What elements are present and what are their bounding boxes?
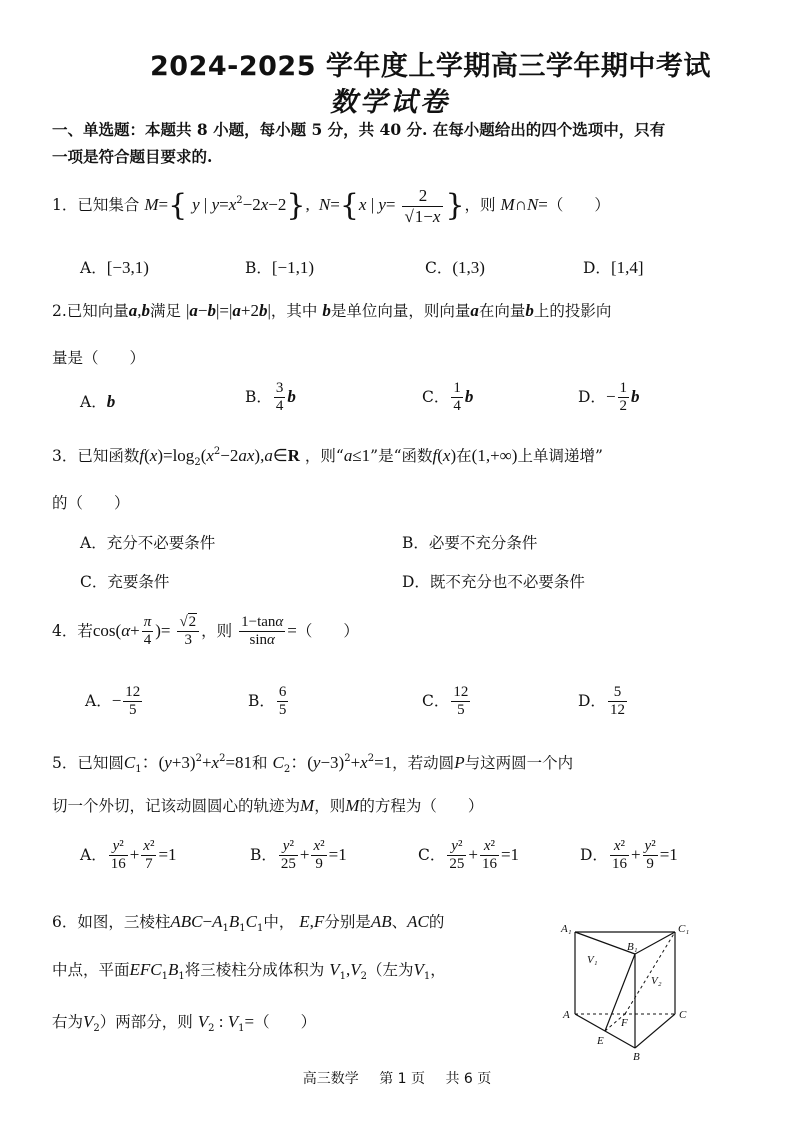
exam-title: 2024-2025 学年度上学期高三学年期中考试	[150, 51, 711, 82]
question-1-option-d: D．[1,4]	[583, 258, 644, 277]
question-2-option-b: B． $\frac{3}{4}$ b	[245, 380, 296, 415]
label-c: C	[679, 1009, 687, 1021]
question-5-stem-line1: 5．已知圆$C_1$：$(y+3)^2+x^2=81$和 $C_2$：$(y-3)^2+x^2=1$，若动圆P与这两圆一个内	[52, 753, 574, 775]
label-a: A	[563, 1009, 570, 1021]
edge-a1b1	[575, 932, 635, 954]
footer-subject: 高三数学	[302, 1071, 359, 1087]
section-instructions-line2: 一项是符合题目要求的.	[52, 147, 213, 166]
question-3-option-c: C．充要条件	[80, 573, 170, 591]
section-instructions-line1: 一、单选题：本题共 8 小题，每小题 5 分，共 40 分. 在每小题给出的四个选项中，只有	[52, 120, 666, 139]
question-4-option-c: C． $\frac{12}{5}$	[422, 684, 469, 719]
question-5-option-d: D． $\frac{\text{x²}}{16}$ + $\frac{\text{y²}}{9}$ =1	[580, 838, 678, 873]
question-1-option-c: C．(1,3)	[425, 258, 485, 277]
footer-page: 第 1 页	[379, 1071, 425, 1087]
edge-bc	[635, 1014, 675, 1048]
question-2-stem-line2: 量是（ ）	[52, 349, 146, 367]
question-3-option-d: D．既不充分也不必要条件	[402, 573, 585, 591]
question-3-option-b: B．必要不充分条件	[402, 534, 538, 552]
question-3-option-a: A．充分不必要条件	[80, 534, 216, 552]
question-2-option-c: C． $\frac{1}{4}$ b	[422, 380, 474, 415]
question-3-stem-line1: 3．已知函数$f(x)=\log_2(x^2-2ax),a\in R$ ，则“a≤1”是“函数f(x)在(1,+∞)上单调递增”	[52, 446, 603, 468]
question-5-option-c: C． $\frac{\text{y²}}{25}$ + $\frac{\text{x²}}{16}$ =1	[418, 838, 520, 873]
question-6-stem-line3: 右为$V_2$）两部分，则 $V_2$ : $V_1=$（ ）	[52, 1012, 317, 1034]
footer-total: 共 6 页	[445, 1071, 492, 1087]
question-3-stem-line2: 的（ ）	[52, 494, 130, 512]
label-b: B	[633, 1051, 640, 1063]
question-1-option-b: B．[−1,1)	[245, 258, 315, 277]
question-2-option-d: D．− $\frac{1}{2}$ b	[578, 380, 640, 415]
question-4-option-d: D． $\frac{5}{12}$	[578, 684, 625, 719]
label-e: E	[597, 1035, 604, 1047]
question-1-option-a: A．[−3,1)	[80, 258, 149, 277]
label-a1: A₁	[561, 923, 572, 935]
question-6-stem-line2: 中点，平面$EFC_1B_1$将三棱柱分成体积为 $V_1,V_2$（左为$V_1$，	[52, 960, 446, 982]
question-2-stem-line1: 2.已知向量a,b满足 |a−b|=|a+2b|，其中 b是单位向量，则向量a在向量b上的投影向	[52, 301, 612, 320]
question-5-stem-line2: 切一个外切，记该动圆圆心的轨迹为M，则M的方程为（ ）	[52, 796, 484, 815]
label-f: F	[621, 1017, 628, 1029]
question-6-stem-line1: 6．如图，三棱柱$ABC-A_1B_1C_1$中， E,F分别是AB、AC的	[52, 912, 445, 934]
edge-b1c1	[635, 932, 675, 954]
label-v1: V₁	[587, 954, 598, 966]
question-4-stem: 4．若cos(α+ $\frac{\pi}{4}$ )= $\frac{√2}{3}$ ，则 $\frac{1-\tan\alpha}{\sin\alpha}$ =（ ）	[52, 614, 359, 649]
exam-subtitle: 数学试卷	[330, 87, 450, 118]
question-4-option-b: B． $\frac{6}{5}$	[248, 684, 287, 719]
page-footer	[0, 1068, 794, 1088]
question-5-option-a: A． $\frac{\text{y²}}{16}$ + $\frac{\text{x²}}{7}$ =1	[80, 838, 177, 873]
edge-eb1	[605, 954, 635, 1031]
prism-figure	[555, 918, 705, 1063]
question-5-option-b: B． $\frac{\text{y²}}{25}$ + $\frac{\text{x²}}{9}$ =1	[250, 838, 347, 873]
question-4-option-a: A．− $\frac{12}{5}$	[85, 684, 141, 719]
question-2-option-a: A．b	[80, 392, 116, 411]
question-1-stem: 1．已知集合 M={ y | $y=x^2-2x-2$}, N={x | y= $\frac{2}{√1-x}$ }，则 M∩N=（ ）	[52, 186, 610, 226]
label-b1: B₁	[627, 941, 638, 953]
label-v2: V₂	[651, 975, 662, 987]
label-c1: C₁	[678, 923, 690, 935]
